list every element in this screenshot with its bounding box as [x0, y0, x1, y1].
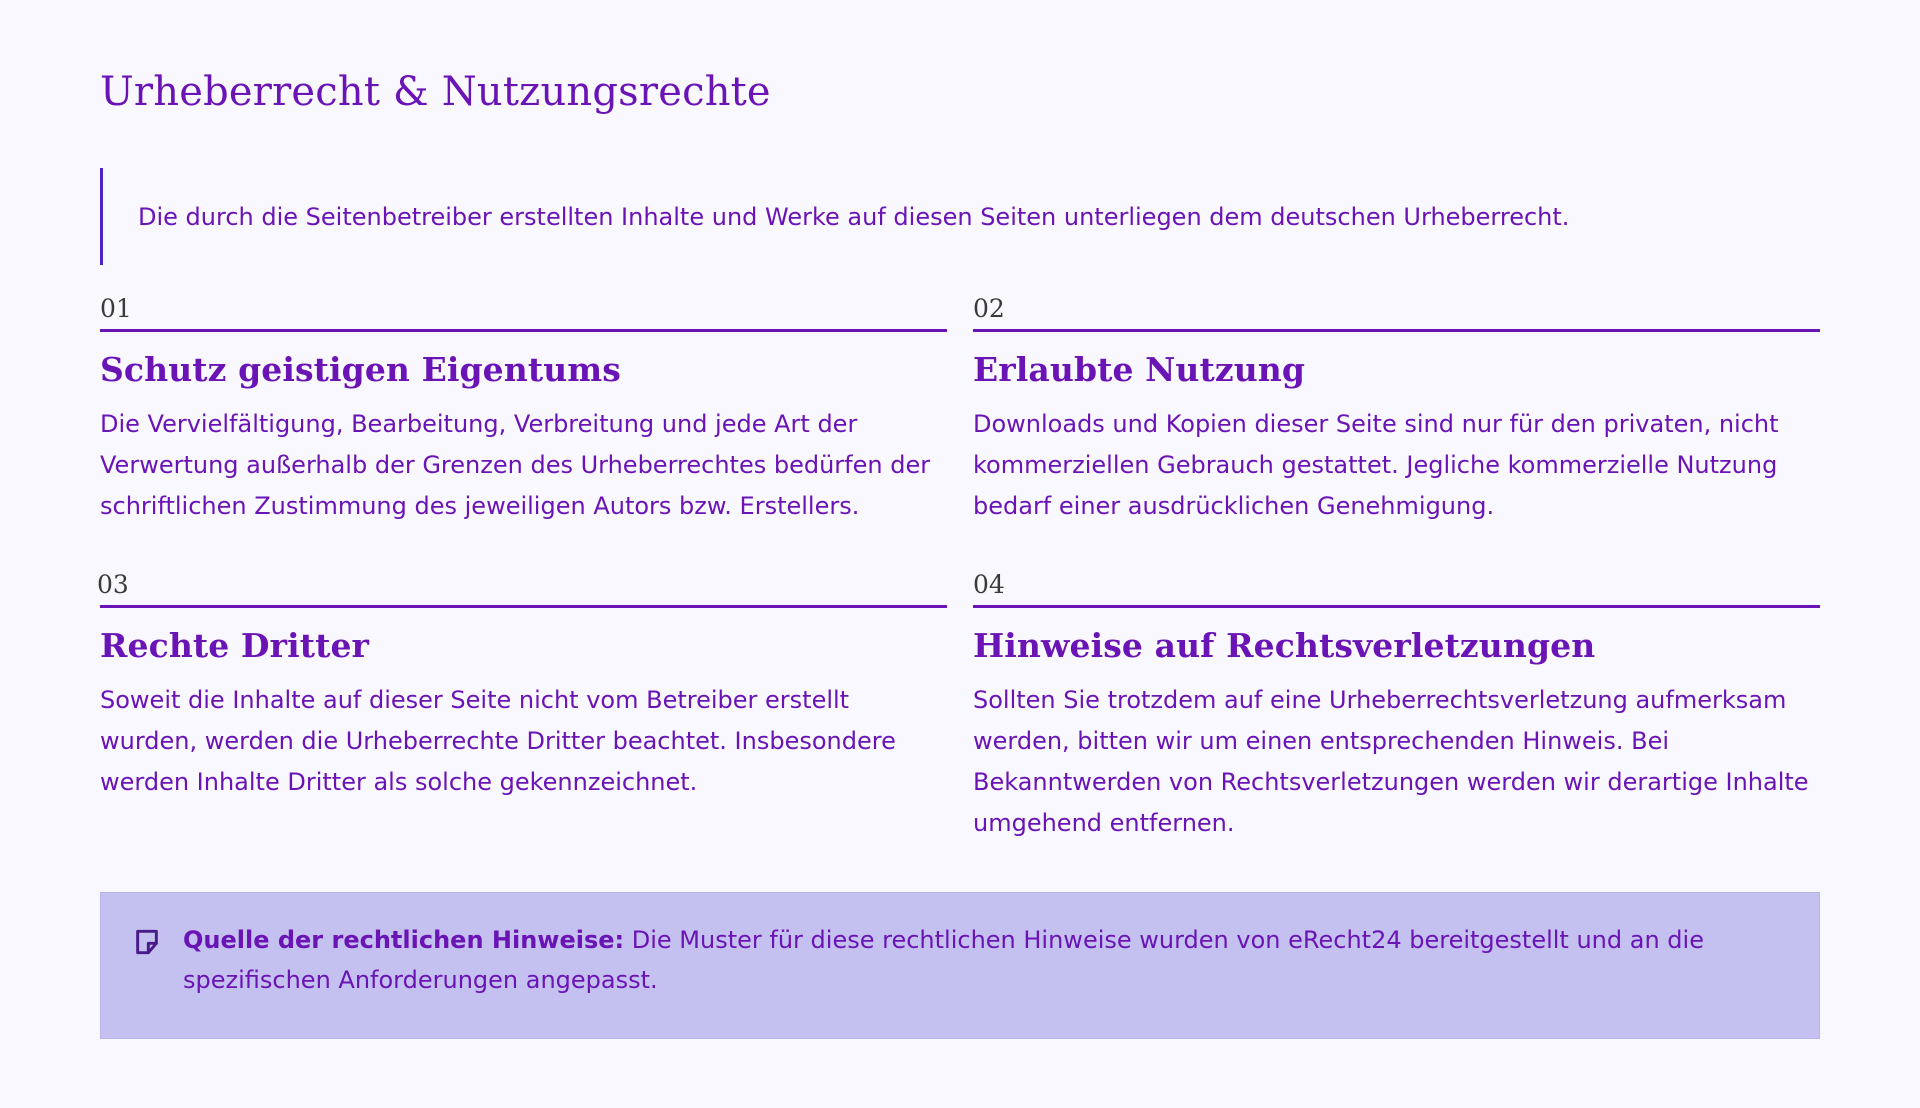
section-card-3	[97, 565, 947, 844]
intro-blockquote	[100, 168, 1820, 265]
section-heading: Rechte Dritter	[100, 626, 370, 665]
source-text	[183, 920, 1799, 1000]
section-divider	[973, 605, 1820, 608]
section-card-4	[973, 565, 1820, 844]
section-number: 03	[97, 570, 129, 599]
page-title: Urheberrecht & Nutzungsrechte	[100, 69, 771, 115]
section-divider	[100, 605, 947, 608]
note-icon	[131, 926, 163, 958]
section-card-2	[973, 289, 1820, 527]
section-text: Sollten Sie trotzdem auf eine Urheberrechtsverletzung aufmerksam werden, bitten wir um einen entsprechenden Hinweis. Bei Bekanntwerden von Rechtsverletzungen werden wir derartige Inhalte umgehend entfernen.	[973, 686, 1809, 837]
section-number: 02	[973, 294, 1005, 323]
section-divider	[973, 329, 1820, 332]
source-label: Quelle der rechtlichen Hinweise:	[183, 926, 625, 954]
section-number: 01	[100, 294, 132, 323]
source-notice	[100, 892, 1820, 1039]
section-text: Die Vervielfältigung, Bearbeitung, Verbreitung und jede Art der Verwertung außerhalb der Grenzen des Urheberrechtes bedürfen der schriftlichen Zustimmung des jeweiligen Autors bzw. Erstellers.	[100, 410, 931, 520]
section-divider	[100, 329, 947, 332]
section-heading: Erlaubte Nutzung	[973, 350, 1306, 389]
section-number: 04	[973, 570, 1005, 599]
section-text: Downloads und Kopien dieser Seite sind nur für den privaten, nicht kommerziellen Gebrauch gestattet. Jegliche kommerzielle Nutzung bedarf einer ausdrücklichen Genehmigung.	[973, 410, 1779, 520]
section-text: Soweit die Inhalte auf dieser Seite nicht vom Betreiber erstellt wurden, werden die Urheberrechte Dritter beachtet. Insbesondere werden Inhalte Dritter als solche gekennzeichnet.	[100, 686, 896, 796]
section-card-1	[100, 289, 947, 527]
section-heading: Hinweise auf Rechtsverletzungen	[973, 626, 1596, 665]
intro-text: Die durch die Seitenbetreiber erstellten Inhalte und Werke auf diesen Seiten unterliegen dem deutschen Urheberrecht.	[138, 202, 1570, 231]
source-body: Die Muster für diese rechtlichen Hinweise wurden von eRecht24 bereitgestellt und an die spezifischen Anforderungen angepasst.	[183, 926, 1704, 994]
section-heading: Schutz geistigen Eigentums	[100, 350, 621, 389]
sections-grid	[97, 289, 1820, 844]
